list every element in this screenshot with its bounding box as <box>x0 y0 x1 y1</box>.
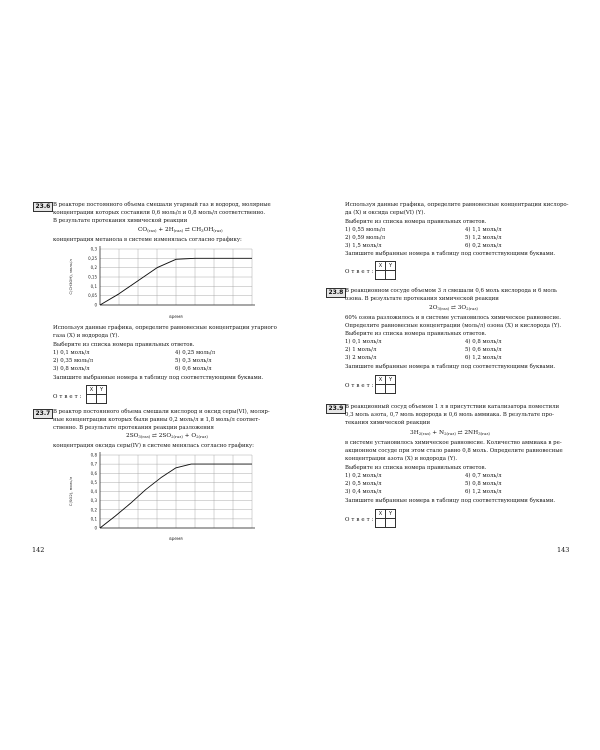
problem-text-line: концентрация метанола в системе изменялась согласно графику: <box>53 237 242 243</box>
option: 6) 1,2 моль/л <box>465 355 502 361</box>
problem-text-line: акционном сосуде при этом стало равно 0,8 моль. Определите равновесные <box>345 448 563 454</box>
option: 4) 0,25 моль/л <box>175 350 216 356</box>
y-tick-label: 0,3 <box>90 498 97 504</box>
y-tick-label: 0,3 <box>90 246 97 252</box>
answer-cell-y[interactable] <box>386 385 396 394</box>
option: 3) 0,8 моль/л <box>53 366 90 372</box>
y-tick-label: 0,05 <box>88 293 97 299</box>
answer-table <box>375 375 396 394</box>
problem-text-line: Запишите выбранные номера в таблицу под соответствующими буквами. <box>53 375 264 381</box>
problem-text-line: Запишите выбранные номера в таблицу под соответствующими буквами. <box>345 251 556 257</box>
problem-text-line: Выберите из списка номера правильных ответов. <box>53 342 195 348</box>
y-tick-label: 0 <box>94 302 97 308</box>
option: 1) 0,1 моль/л <box>345 339 382 345</box>
y-tick-label: 0,25 <box>88 255 97 261</box>
problem-text-line: концентрации которых составили 0,6 моль/л и 0,8 моль/л соответственно. <box>53 210 266 216</box>
y-tick-label: 0,15 <box>88 274 97 280</box>
problem-text-line: В реакционный сосуд объемом 1 л в присутствии катализатора поместили <box>345 404 560 410</box>
problem-number: 23.7 <box>33 409 53 419</box>
problem-number: 23.8 <box>326 288 346 298</box>
x-axis-label: время <box>169 536 183 541</box>
answer-col-y: Y <box>386 510 396 519</box>
problem-text-line: 0,3 моль азота, 0,7 моль водорода и 0,6 моль аммиака. В результате про- <box>345 412 554 418</box>
answer-cell-y[interactable] <box>386 271 396 280</box>
y-tick-label: 0 <box>94 525 97 531</box>
answer-col-x: X <box>376 376 386 385</box>
option: 5) 0,6 моль/л <box>465 347 502 353</box>
problem-text-line: текания химической реакции <box>345 420 431 426</box>
answer-cell-x[interactable] <box>376 385 386 394</box>
problem-text-line: Выберите из списка номера правильных ответов. <box>345 331 487 337</box>
problem-text-line: концентрации азота (X) и водорода (Y). <box>345 456 458 462</box>
reaction-equation: $3H_{2(газ)} + N_{2(газ)}$ ⇄ $2NH_{3(газ)}$ <box>410 430 490 436</box>
y-tick-label: 0,6 <box>90 470 97 476</box>
option: 6) 0,6 моль/л <box>175 366 212 372</box>
problem-text-line: Запишите выбранные номера в таблицу под соответствующими буквами. <box>345 364 556 370</box>
option: 2) 0,5 моль/л <box>345 481 382 487</box>
option: 5) 1,2 моль/л <box>465 235 502 241</box>
answer-col-x: X <box>376 510 386 519</box>
option: 6) 1,2 моль/л <box>465 489 502 495</box>
answer-col-y: Y <box>386 262 396 271</box>
option: 3) 0,4 моль/л <box>345 489 382 495</box>
option: 2) 1 моль/л <box>345 347 377 353</box>
y-axis-label: C(CH3OH), моль/л <box>68 259 73 295</box>
option: 4) 1,1 моль/л <box>465 227 502 233</box>
answer-label: Ответ: <box>53 394 84 400</box>
problem-text-line: ные концентрации которых были равны 0,2 моль/л и 1,8 моль/л соответ- <box>53 417 261 423</box>
problem-text-line: в системе установилось химическое равновесие. Количество аммиака в ре- <box>345 440 562 446</box>
problem-text-line: Выберите из списка номера правильных ответов. <box>345 465 487 471</box>
problem-text-line: да (X) и оксида серы(VI) (Y). <box>345 210 426 216</box>
answer-cell-x[interactable] <box>376 271 386 280</box>
answer-cell-y[interactable] <box>386 519 396 528</box>
answer-table <box>375 509 396 528</box>
answer-label: Ответ: <box>345 383 376 389</box>
problem-text-line: В реакционном сосуде объемом 3 л смешали 0,6 моль кислорода и 6 моль <box>345 288 557 294</box>
reaction-equation: $CO_{(газ)} + 2H_{(газ)}$ ⇄ $CH_3OH_{(газ)}$ <box>138 227 223 233</box>
problem-text-line: Запишите выбранные номера в таблицу под соответствующими буквами. <box>345 498 556 504</box>
problem-text-line: концентрация оксида серы(IV) в системе менялась согласно графику: <box>53 443 254 449</box>
answer-label: Ответ: <box>345 269 376 275</box>
methanol-concentration-chart <box>60 243 260 321</box>
reaction-equation: $2O_{3(газ)}$ ⇄ $3O_{2(газ)}$ <box>429 305 478 311</box>
option: 6) 0,2 моль/л <box>465 243 502 249</box>
option: 3) 2 моль/л <box>345 355 377 361</box>
problem-text-line: Используя данные графика, определите равновесные концентрации кислоро- <box>345 202 569 208</box>
answer-table <box>86 385 107 404</box>
problem-text-line: В реакторе постоянного объема смешали угарный газ и водород, молярные <box>53 202 271 208</box>
y-tick-label: 0,1 <box>90 516 97 522</box>
y-tick-label: 0,1 <box>90 283 97 289</box>
answer-cell-x[interactable] <box>87 395 97 404</box>
problem-number: 23.9 <box>326 404 346 414</box>
y-tick-label: 0,7 <box>90 461 97 467</box>
answer-col-y: Y <box>386 376 396 385</box>
option: 2) 0,35 моль/л <box>53 358 94 364</box>
option: 1) 0,55 моль/л <box>345 227 386 233</box>
answer-label: Ответ: <box>345 517 376 523</box>
problem-text-line: В реактор постоянного объема смешали кислород и оксид серы(VI), моляр- <box>53 409 270 415</box>
option: 1) 0,1 моль/л <box>53 350 90 356</box>
y-tick-label: 0,5 <box>90 479 97 485</box>
problem-text-line: Выберите из списка номера правильных ответов. <box>345 219 487 225</box>
problem-text-line: Используя данные графика, определите равновесные концентрации угарного <box>53 325 277 331</box>
answer-cell-x[interactable] <box>376 519 386 528</box>
problem-text-line: Определите равновесные концентрации (моль/л) озона (X) и кислорода (Y). <box>345 323 562 329</box>
sulfur-dioxide-concentration-chart <box>60 450 260 542</box>
option: 2) 0,59 моль/л <box>345 235 386 241</box>
option: 5) 0,8 моль/л <box>465 481 502 487</box>
problem-text-line: ственно. В результате протекания реакции разложения <box>53 425 214 431</box>
problem-text-line: газа (X) и водорода (Y). <box>53 333 120 339</box>
problem-text-line: В результате протекания химической реакции <box>53 218 188 224</box>
problem-text-line: озона. В результате протекания химической реакции <box>345 296 499 302</box>
page-number: 143 <box>557 546 570 554</box>
answer-cell-y[interactable] <box>97 395 107 404</box>
answer-col-x: X <box>376 262 386 271</box>
option: 4) 0,7 моль/л <box>465 473 502 479</box>
option: 1) 0,2 моль/л <box>345 473 382 479</box>
option: 3) 1,5 моль/л <box>345 243 382 249</box>
problem-text-line: 60% озона разложилось и в системе установилось химическое равновесие. <box>345 315 561 321</box>
y-tick-label: 0,4 <box>90 489 97 494</box>
y-axis-label: C(SO2), моль/л <box>68 476 73 507</box>
answer-col-y: Y <box>97 386 107 395</box>
y-tick-label: 0,2 <box>90 507 97 513</box>
option: 4) 0,8 моль/л <box>465 339 502 345</box>
reaction-equation: $2SO_{3(газ)}$ ⇄ $2SO_{2(газ)} + O_{2(газ)}$ <box>126 433 208 439</box>
page-number: 142 <box>32 546 45 554</box>
answer-col-x: X <box>87 386 97 395</box>
problem-number: 23.6 <box>33 202 53 212</box>
y-tick-label: 0,8 <box>90 452 97 458</box>
answer-table <box>375 261 396 280</box>
y-tick-label: 0,2 <box>90 265 97 271</box>
option: 5) 0,3 моль/л <box>175 358 212 364</box>
x-axis-label: время <box>169 314 183 319</box>
